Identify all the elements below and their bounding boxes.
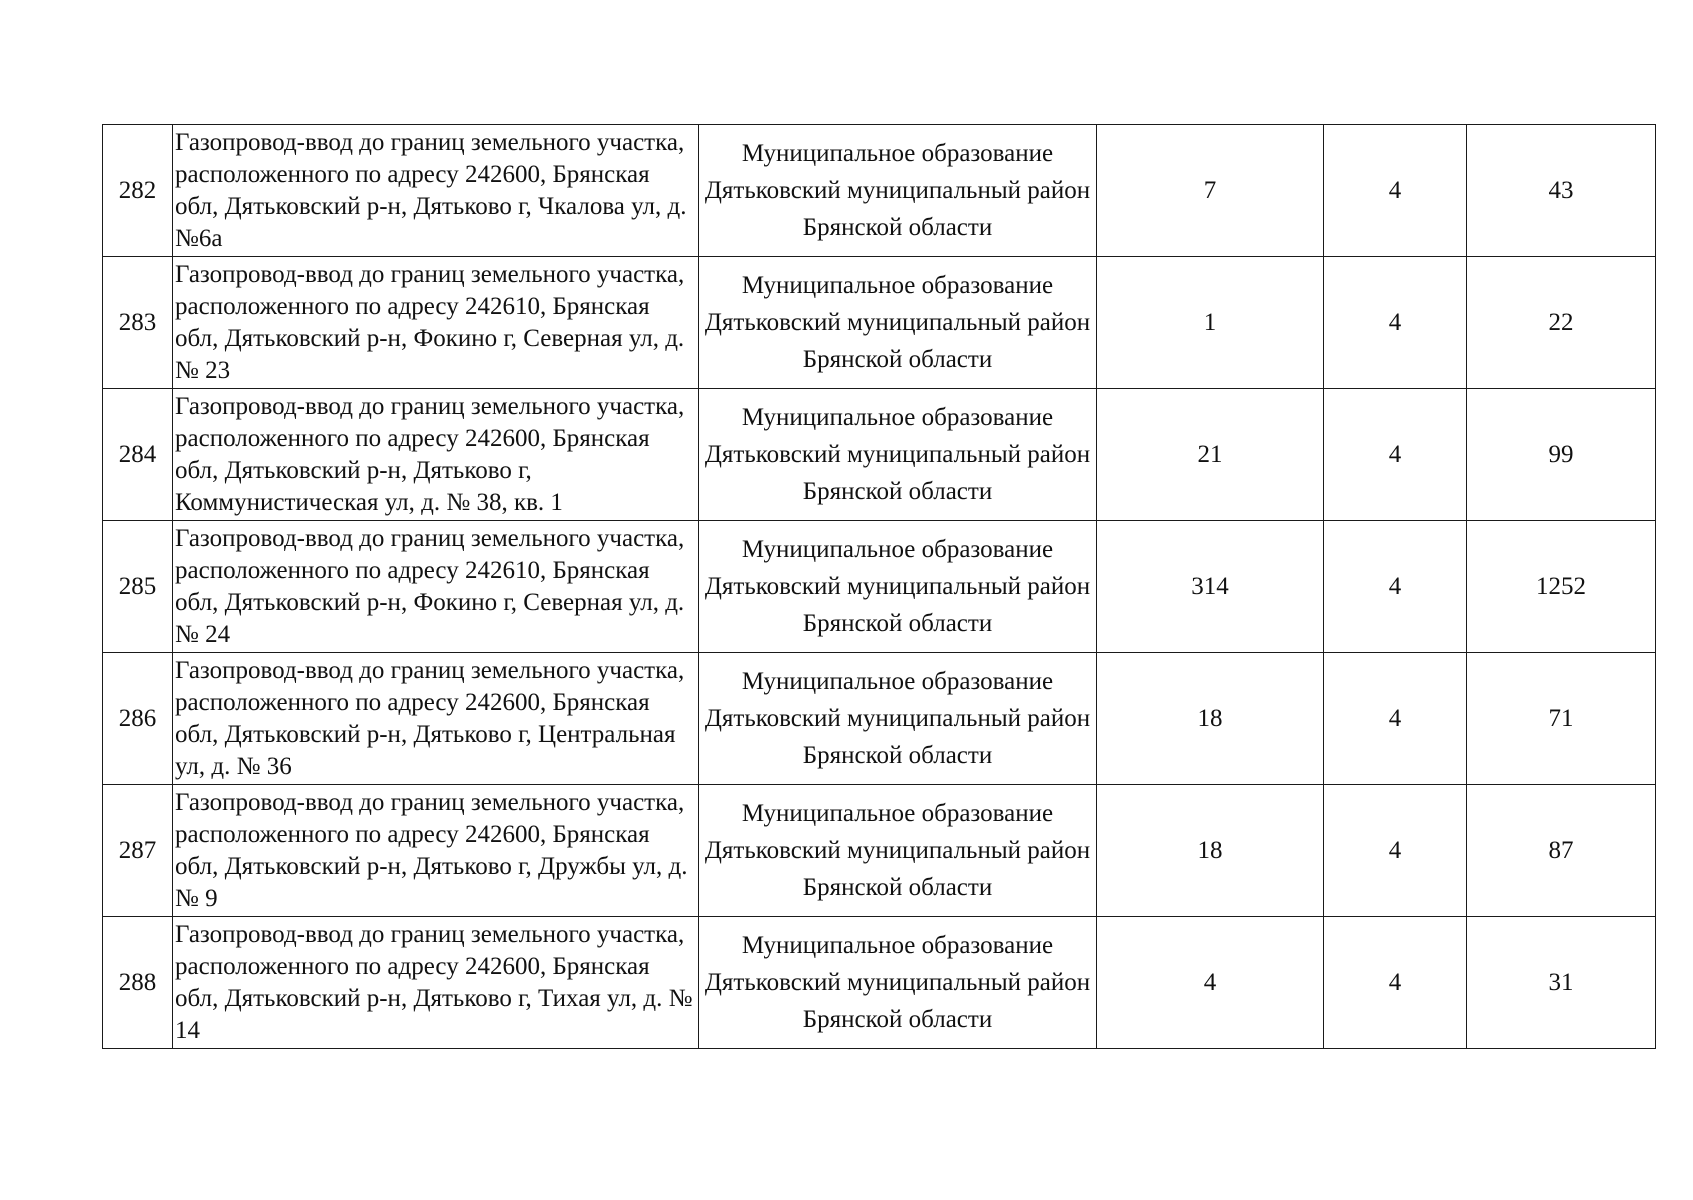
row-number: 283 xyxy=(103,257,173,389)
value-2: 4 xyxy=(1324,521,1467,653)
object-description: Газопровод-ввод до границ земельного участка, расположенного по адресу 242600, Брянская обл, Дятьковский р-н, Дятьково г, Дружбы ул, д. № 9 xyxy=(173,785,699,917)
table-row xyxy=(103,917,1656,1049)
owner-name: Муниципальное образование Дятьковский муниципальный район Брянской области xyxy=(699,125,1097,257)
object-description: Газопровод-ввод до границ земельного участка, расположенного по адресу 242600, Брянская обл, Дятьковский р-н, Дятьково г, Центральная ул, д. № 36 xyxy=(173,653,699,785)
object-description: Газопровод-ввод до границ земельного участка, расположенного по адресу 242610, Брянская обл, Дятьковский р-н, Фокино г, Северная ул, д. № 24 xyxy=(173,521,699,653)
row-number: 285 xyxy=(103,521,173,653)
object-description: Газопровод-ввод до границ земельного участка, расположенного по адресу 242600, Брянская обл, Дятьковский р-н, Дятьково г, Коммунистическая ул, д. № 38, кв. 1 xyxy=(173,389,699,521)
value-3: 22 xyxy=(1467,257,1656,389)
value-3: 99 xyxy=(1467,389,1656,521)
value-1: 4 xyxy=(1097,917,1324,1049)
table-row xyxy=(103,257,1656,389)
owner-name: Муниципальное образование Дятьковский муниципальный район Брянской области xyxy=(699,257,1097,389)
gas-pipeline-table xyxy=(102,124,1656,1049)
value-1: 18 xyxy=(1097,785,1324,917)
value-1: 18 xyxy=(1097,653,1324,785)
value-2: 4 xyxy=(1324,389,1467,521)
row-number: 282 xyxy=(103,125,173,257)
value-2: 4 xyxy=(1324,653,1467,785)
row-number: 288 xyxy=(103,917,173,1049)
value-2: 4 xyxy=(1324,257,1467,389)
table-row xyxy=(103,389,1656,521)
table-row xyxy=(103,521,1656,653)
object-description: Газопровод-ввод до границ земельного участка, расположенного по адресу 242600, Брянская обл, Дятьковский р-н, Дятьково г, Чкалова ул, д. №6а xyxy=(173,125,699,257)
value-1: 7 xyxy=(1097,125,1324,257)
owner-name: Муниципальное образование Дятьковский муниципальный район Брянской области xyxy=(699,653,1097,785)
value-2: 4 xyxy=(1324,125,1467,257)
owner-name: Муниципальное образование Дятьковский муниципальный район Брянской области xyxy=(699,917,1097,1049)
owner-name: Муниципальное образование Дятьковский муниципальный район Брянской области xyxy=(699,785,1097,917)
object-description: Газопровод-ввод до границ земельного участка, расположенного по адресу 242600, Брянская обл, Дятьковский р-н, Дятьково г, Тихая ул, д. № 14 xyxy=(173,917,699,1049)
table-row xyxy=(103,653,1656,785)
value-1: 21 xyxy=(1097,389,1324,521)
row-number: 287 xyxy=(103,785,173,917)
value-3: 43 xyxy=(1467,125,1656,257)
value-2: 4 xyxy=(1324,785,1467,917)
owner-name: Муниципальное образование Дятьковский муниципальный район Брянской области xyxy=(699,389,1097,521)
row-number: 284 xyxy=(103,389,173,521)
table-row xyxy=(103,125,1656,257)
table-row xyxy=(103,785,1656,917)
value-1: 1 xyxy=(1097,257,1324,389)
value-2: 4 xyxy=(1324,917,1467,1049)
object-description: Газопровод-ввод до границ земельного участка, расположенного по адресу 242610, Брянская обл, Дятьковский р-н, Фокино г, Северная ул, д. № 23 xyxy=(173,257,699,389)
owner-name: Муниципальное образование Дятьковский муниципальный район Брянской области xyxy=(699,521,1097,653)
row-number: 286 xyxy=(103,653,173,785)
value-1: 314 xyxy=(1097,521,1324,653)
value-3: 31 xyxy=(1467,917,1656,1049)
value-3: 71 xyxy=(1467,653,1656,785)
value-3: 87 xyxy=(1467,785,1656,917)
value-3: 1252 xyxy=(1467,521,1656,653)
